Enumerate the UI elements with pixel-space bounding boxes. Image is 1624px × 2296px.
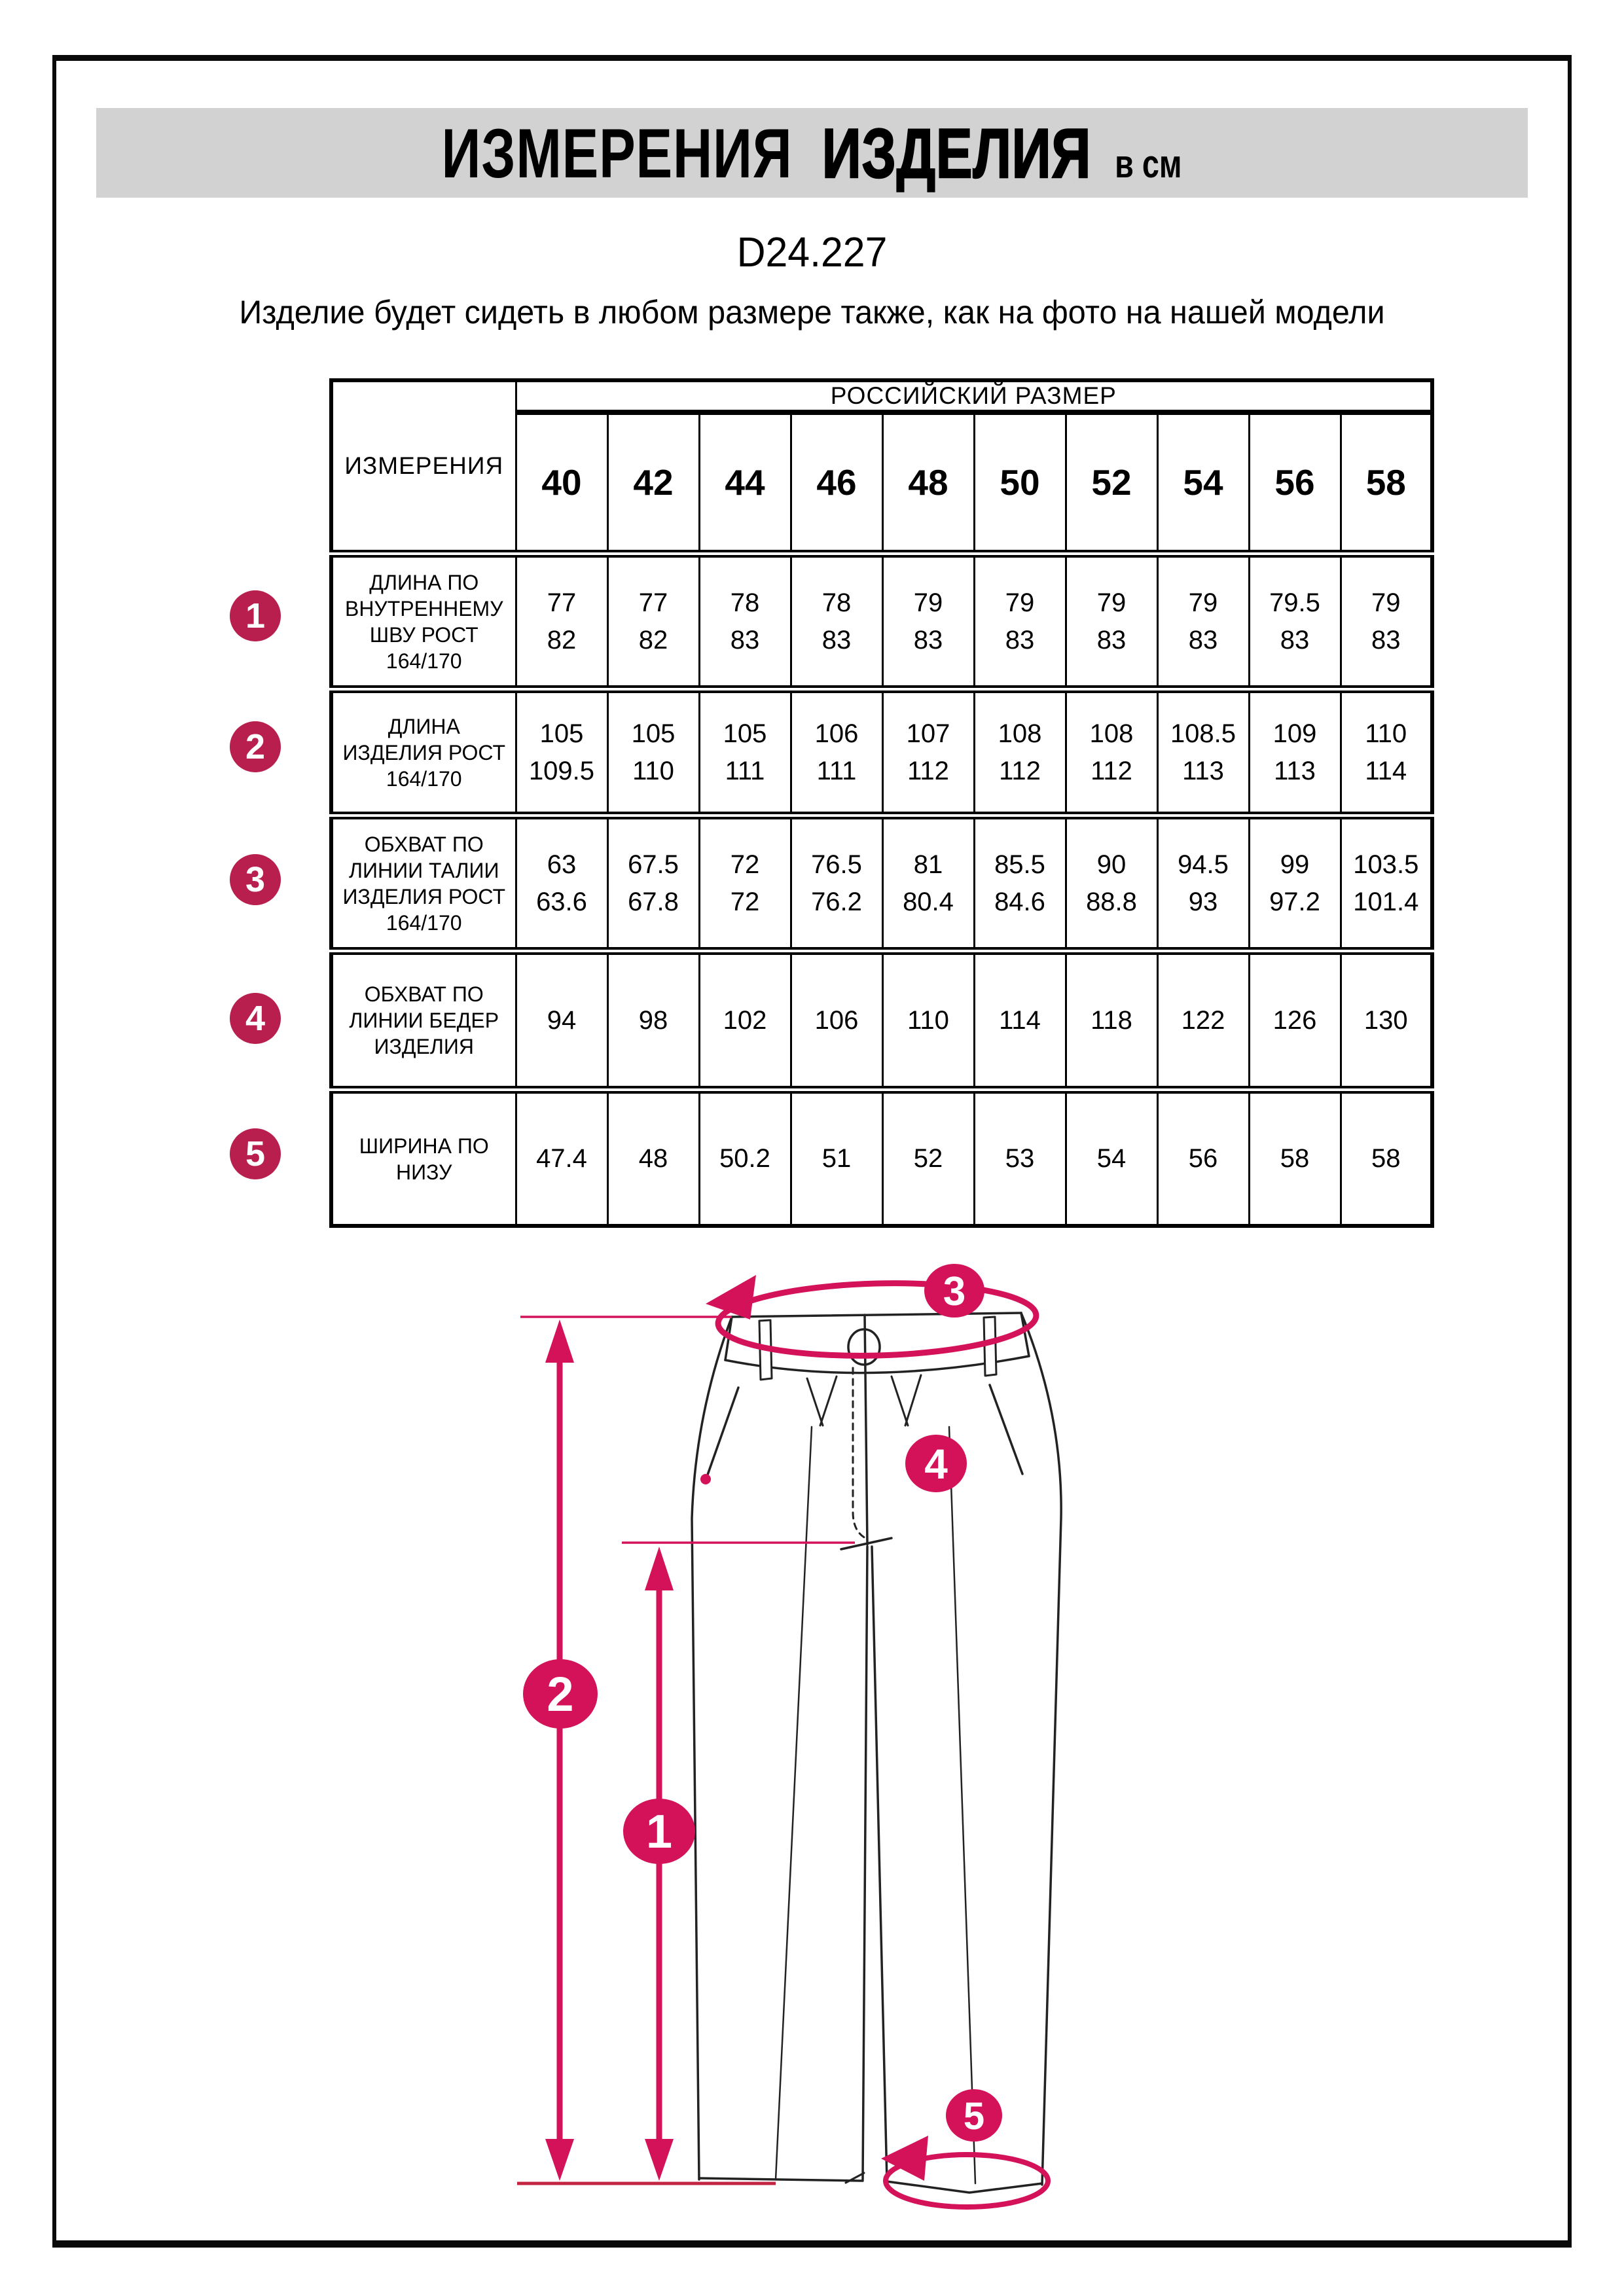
cell: 77 82: [607, 554, 699, 689]
cell: 108 112: [1066, 689, 1157, 816]
table-row: [331, 951, 1432, 1090]
trousers-measurement-diagram: [484, 1230, 1178, 2251]
cell: 63 63.6: [516, 816, 607, 951]
cell: 99 97.2: [1249, 816, 1341, 951]
fit-note: Изделие будет сидеть в любом размере также, как на фото на нашей модели: [239, 294, 1385, 331]
size-col-header: 48: [882, 412, 974, 554]
size-col-header: 56: [1249, 412, 1341, 554]
row-label: ОБХВАТ ПО ЛИНИИ ТАЛИИ ИЗДЕЛИЯ РОСТ 164/170: [331, 816, 516, 951]
cell: 90 88.8: [1066, 816, 1157, 951]
cell: 50.2: [699, 1090, 791, 1226]
size-col-header: 42: [607, 412, 699, 554]
cell: 56: [1157, 1090, 1249, 1226]
cell: 126: [1249, 951, 1341, 1090]
cell: 52: [882, 1090, 974, 1226]
row-number-badge-3: 3: [230, 854, 281, 905]
trousers-outline: [692, 1313, 1061, 2193]
size-col-header: 52: [1066, 412, 1157, 554]
cell: 105 110: [607, 689, 699, 816]
size-col-header: 58: [1341, 412, 1432, 554]
cell: 54: [1066, 1090, 1157, 1226]
cell: 108 112: [974, 689, 1066, 816]
row-number-badge-2: 2: [230, 721, 281, 772]
row-number-badge-5: 5: [230, 1128, 281, 1179]
table-row: [331, 816, 1432, 951]
cell: 77 82: [516, 554, 607, 689]
title-word-product: ИЗДЕЛИЯ: [822, 113, 1092, 192]
cell: 105 109.5: [516, 689, 607, 816]
cell: 118: [1066, 951, 1157, 1090]
product-code: D24.227: [736, 228, 888, 276]
row-number-badge-4: 4: [230, 993, 281, 1044]
row-label: ШИРИНА ПО НИЗУ: [331, 1090, 516, 1226]
table-row: [331, 554, 1432, 689]
belt-loop-right: [984, 1317, 996, 1376]
cell: 108.5 113: [1157, 689, 1249, 816]
row-label: ДЛИНА ИЗДЕЛИЯ РОСТ 164/170: [331, 689, 516, 816]
svg-text:1: 1: [645, 1806, 673, 1858]
table-corner-label: ИЗМЕРЕНИЯ: [331, 380, 516, 554]
cell: 79 83: [1341, 554, 1432, 689]
cell: 110: [882, 951, 974, 1090]
waist-arrowhead: [706, 1275, 756, 1319]
size-col-header: 50: [974, 412, 1066, 554]
cell: 130: [1341, 951, 1432, 1090]
row-label: ОБХВАТ ПО ЛИНИИ БЕДЕР ИЗДЕЛИЯ: [331, 951, 516, 1090]
cell: 58: [1249, 1090, 1341, 1226]
cell: 79 83: [1157, 554, 1249, 689]
cell: 72 72: [699, 816, 791, 951]
cell: 47.4: [516, 1090, 607, 1226]
svg-text:3: 3: [943, 1269, 966, 1314]
size-col-header: 54: [1157, 412, 1249, 554]
svg-text:2: 2: [547, 1667, 574, 1721]
cell: 122: [1157, 951, 1249, 1090]
row-label: ДЛИНА ПО ВНУТРЕННЕМУ ШВУ РОСТ 164/170: [331, 554, 516, 689]
cell: 102: [699, 951, 791, 1090]
cell: 53: [974, 1090, 1066, 1226]
cell: 109 113: [1249, 689, 1341, 816]
pocket-dot: [700, 1474, 711, 1484]
cell: 107 112: [882, 689, 974, 816]
svg-text:5: 5: [963, 2095, 985, 2138]
size-col-header: 40: [516, 412, 607, 554]
cell: 105 111: [699, 689, 791, 816]
title-banner: [96, 108, 1528, 198]
cell: 81 80.4: [882, 816, 974, 951]
cell: 79 83: [974, 554, 1066, 689]
size-group-header: РОССИЙСКИЙ РАЗМЕР: [516, 380, 1432, 412]
cell: 58: [1341, 1090, 1432, 1226]
cell: 79 83: [882, 554, 974, 689]
row-number-badge-1: 1: [230, 590, 281, 641]
cell: 103.5 101.4: [1341, 816, 1432, 951]
size-measurements-table: [329, 378, 1434, 1228]
table-row: [331, 1090, 1432, 1226]
diagram-badges: [523, 1264, 1002, 2142]
title-word-measurements: ИЗМЕРЕНИЯ: [441, 113, 793, 192]
size-col-header: 46: [791, 412, 882, 554]
cell: 67.5 67.8: [607, 816, 699, 951]
cell: 51: [791, 1090, 882, 1226]
cell: 48: [607, 1090, 699, 1226]
cell: 79.5 83: [1249, 554, 1341, 689]
cell: 110 114: [1341, 689, 1432, 816]
cell: 78 83: [699, 554, 791, 689]
cell: 94: [516, 951, 607, 1090]
cell: 78 83: [791, 554, 882, 689]
size-col-header: 44: [699, 412, 791, 554]
cell: 85.5 84.6: [974, 816, 1066, 951]
cell: 98: [607, 951, 699, 1090]
cell: 76.5 76.2: [791, 816, 882, 951]
page-title: [442, 113, 1182, 194]
title-units: в см: [1115, 141, 1182, 186]
cell: 79 83: [1066, 554, 1157, 689]
length-arrow-2: [545, 1319, 574, 2181]
cell: 106: [791, 951, 882, 1090]
cell: 94.5 93: [1157, 816, 1249, 951]
cell: 114: [974, 951, 1066, 1090]
cell: 106 111: [791, 689, 882, 816]
table-row: [331, 689, 1432, 816]
svg-text:4: 4: [924, 1441, 948, 1488]
measurement-annotations: [517, 1275, 1048, 2207]
